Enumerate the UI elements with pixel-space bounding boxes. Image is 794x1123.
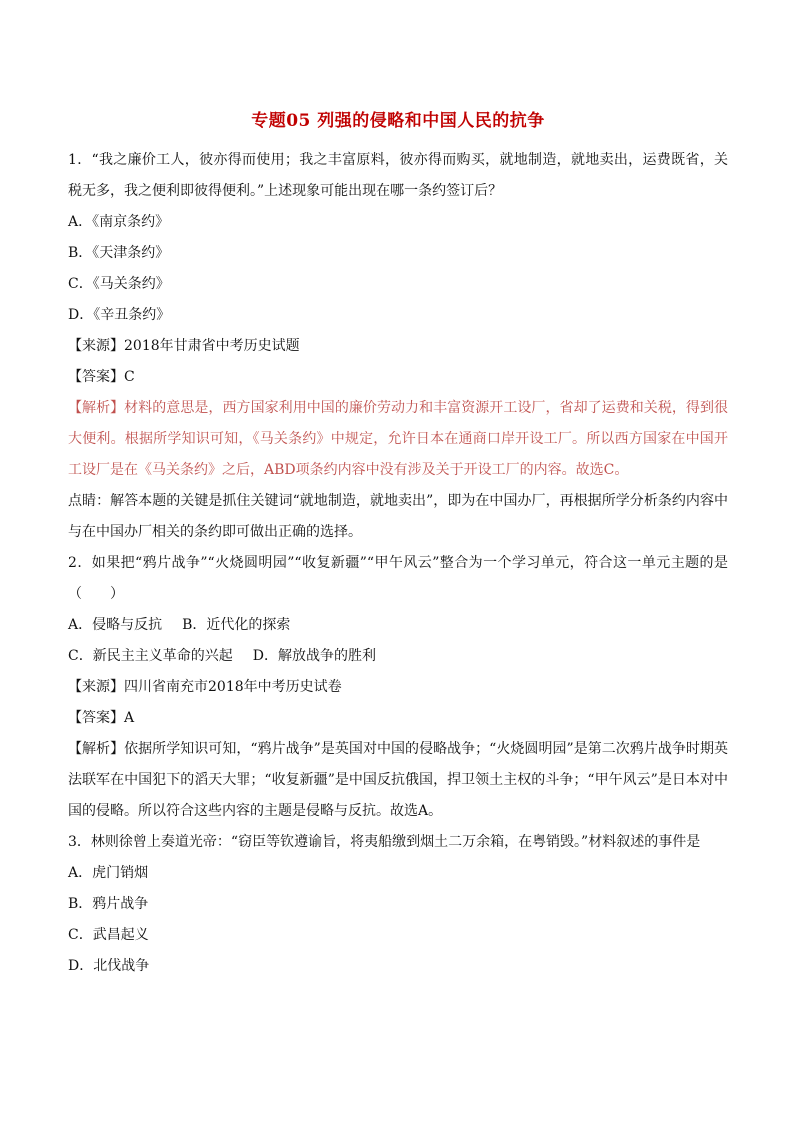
q2-options-row1 [68, 610, 728, 641]
q2-option-d: D．解放战争的胜利 [252, 648, 376, 664]
q2-analysis: 【解析】依据所学知识可知，“鸦片战争”是英国对中国的侵略战争；“火烧圆明园”是第二次鸦片战争时期英法联军在中国犯下的滔天大罪；“收复新疆”是中国反抗俄国，捍卫领土主权的斗争；“甲午风云”是日本对中国的侵略。所以符合这些内容的主题是侵略与反抗。故选A。 [68, 741, 728, 819]
q3-option-c: C．武昌起义 [68, 927, 149, 943]
q2-source: 【来源】四川省南充市2018年中考历史试卷 [68, 679, 342, 695]
q3-option-a: A．虎门销烟 [68, 865, 149, 881]
q1-source: 【来源】2018年甘肃省中考历史试题 [68, 338, 300, 354]
q1-option-d: D．《辛丑条约》 [68, 307, 171, 323]
q1-stem: 1．“我之廉价工人，彼亦得而使用；我之丰富原料，彼亦得而购买，就地制造，就地卖出，运费既省，关税无多，我之便利即彼得便利。”上述现象可能出现在哪一条约签订后？ [68, 152, 728, 199]
q2-options-row2 [68, 641, 728, 672]
q3-option-b: B．鸦片战争 [68, 896, 149, 912]
q1-analysis: 【解析】材料的意思是，西方国家利用中国的廉价劳动力和丰富资源开工设厂，省却了运费和关税，得到很大便利。根据所学知识可知，《马关条约》中规定，允许日本在通商口岸开设工厂。所以西方国家在中国开工设厂是在《马关条约》之后，ABD项条约内容中没有涉及关于开设工厂的内容。故选C。 [68, 400, 728, 478]
q1-answer: 【答案】C [68, 369, 135, 385]
q3-option-d: D．北伐战争 [68, 958, 150, 974]
document-title: 专题05 列强的侵略和中国人民的抗争 [251, 111, 545, 131]
q2-option-c: C．新民主主义革命的兴起 [68, 648, 233, 664]
q2-option-a: A．侵略与反抗 [68, 617, 163, 633]
q2-answer: 【答案】A [68, 710, 135, 726]
document-page [68, 100, 728, 982]
q2-option-b: B．近代化的探索 [182, 617, 291, 633]
q2-stem: 2．如果把“鸦片战争”“火烧圆明园”“收复新疆”“甲午风云”整合为一个学习单元，符合这一单元主题的是（ ） [68, 555, 728, 602]
q1-option-a: A．《南京条约》 [68, 214, 170, 230]
q1-tip: 点睛：解答本题的关键是抓住关键词“就地制造，就地卖出”，即为在中国办厂，再根据所学分析条约内容中与在中国办厂相关的条约即可做出正确的选择。 [68, 493, 728, 540]
q3-stem: 3．林则徐曾上奏道光帝：“窃臣等钦遵谕旨，将夷船缴到烟土二万余箱，在粤销毁。”材料叙述的事件是 [68, 834, 701, 850]
q1-option-b: B．《天津条约》 [68, 245, 170, 261]
q1-option-c: C．《马关条约》 [68, 276, 170, 292]
